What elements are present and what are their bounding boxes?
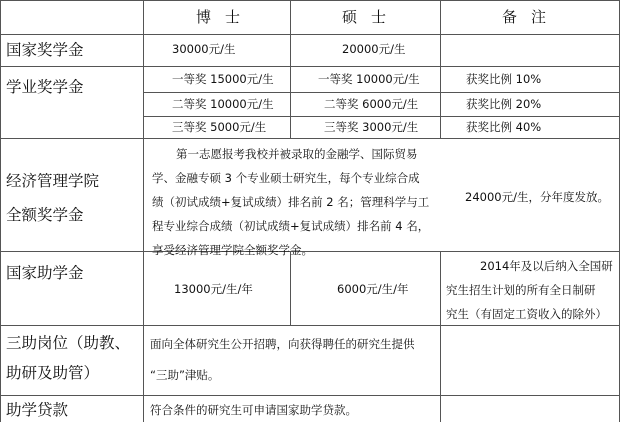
academic-tier3-doctor: 三等奖 5000元/生 [172, 120, 267, 134]
academic-tier2-doctor: 二等奖 10000元/生 [172, 97, 274, 111]
student-loan-desc: 符合条件的研究生可申请国家助学贷款。 [150, 403, 357, 417]
header-notes: 备注 [502, 8, 561, 26]
econ-desc-line: 享受经济管理学院全额奖学金。 [152, 243, 313, 257]
table-rule [0, 395, 620, 396]
grant-note-line: 2014年及以后纳入全国研 [480, 259, 613, 273]
national-grant-doctor: 13000元/生/年 [174, 282, 253, 296]
assistantship-label-line2: 助研及助管） [6, 364, 100, 382]
header-doctor: 博士 [196, 8, 255, 26]
table-rule [440, 0, 441, 138]
table-border [0, 0, 620, 1]
national-grant-note [446, 254, 613, 326]
table-rule [143, 116, 620, 117]
table-rule [290, 251, 291, 325]
econ-desc-line: 绩（初试成绩+复试成绩）排名前 2 名；管理科学与工 [152, 195, 430, 209]
assistantship-desc-line2: “三助”津贴。 [150, 368, 220, 382]
grant-note-line: 究生（有固定工资收入的除外） [446, 307, 607, 321]
national-scholarship-label: 国家奖学金 [6, 41, 84, 59]
academic-tier1-note: 获奖比例 10% [466, 72, 542, 86]
academic-tier2-master: 二等奖 6000元/生 [324, 97, 419, 111]
student-loan-label: 助学贷款 [6, 401, 69, 419]
academic-tier3-note: 获奖比例 40% [466, 120, 542, 134]
econ-scholarship-description [152, 142, 429, 262]
table-rule [0, 34, 620, 35]
academic-scholarship-label: 学业奖学金 [6, 78, 84, 96]
table-border [0, 0, 1, 422]
table-rule [440, 325, 441, 422]
national-grant-master: 6000元/生/年 [337, 282, 409, 296]
national-master-amount: 20000元/生 [342, 42, 406, 56]
assistantship-label-line1: 三助岗位（助教、 [6, 334, 131, 352]
econ-scholarship-label-line1: 经济管理学院 [6, 172, 100, 190]
table-rule [143, 92, 620, 93]
table-rule [0, 66, 620, 67]
table-rule [0, 138, 620, 139]
academic-tier3-master: 三等奖 3000元/生 [324, 120, 419, 134]
national-doctor-amount: 30000元/生 [172, 42, 236, 56]
national-grant-label: 国家助学金 [6, 264, 84, 282]
econ-desc-line: 程专业综合成绩（初试成绩+复试成绩）排名前 4 名， [152, 219, 430, 233]
academic-tier1-doctor: 一等奖 15000元/生 [172, 72, 274, 86]
econ-scholarship-label-line2: 全额奖学金 [6, 206, 84, 224]
header-master: 硕士 [342, 8, 401, 26]
econ-desc-line: 学、金融专硕 3 个专业硕士研究生，每个专业综合成 [152, 171, 420, 185]
table-rule [290, 0, 291, 138]
table-rule [440, 251, 441, 325]
assistantship-desc-line1: 面向全体研究生公开招聘，向获得聘任的研究生提供 [150, 337, 415, 351]
academic-tier1-master: 一等奖 10000元/生 [318, 72, 420, 86]
table-rule [143, 0, 144, 422]
academic-tier2-note: 获奖比例 20% [466, 97, 542, 111]
econ-desc-line: 第一志愿报考我校并被录取的金融学、国际贸易 [176, 147, 418, 161]
econ-scholarship-note: 24000元/生，分年度发放。 [465, 190, 609, 204]
grant-note-line: 究生招生计划的所有全日制研 [446, 283, 596, 297]
